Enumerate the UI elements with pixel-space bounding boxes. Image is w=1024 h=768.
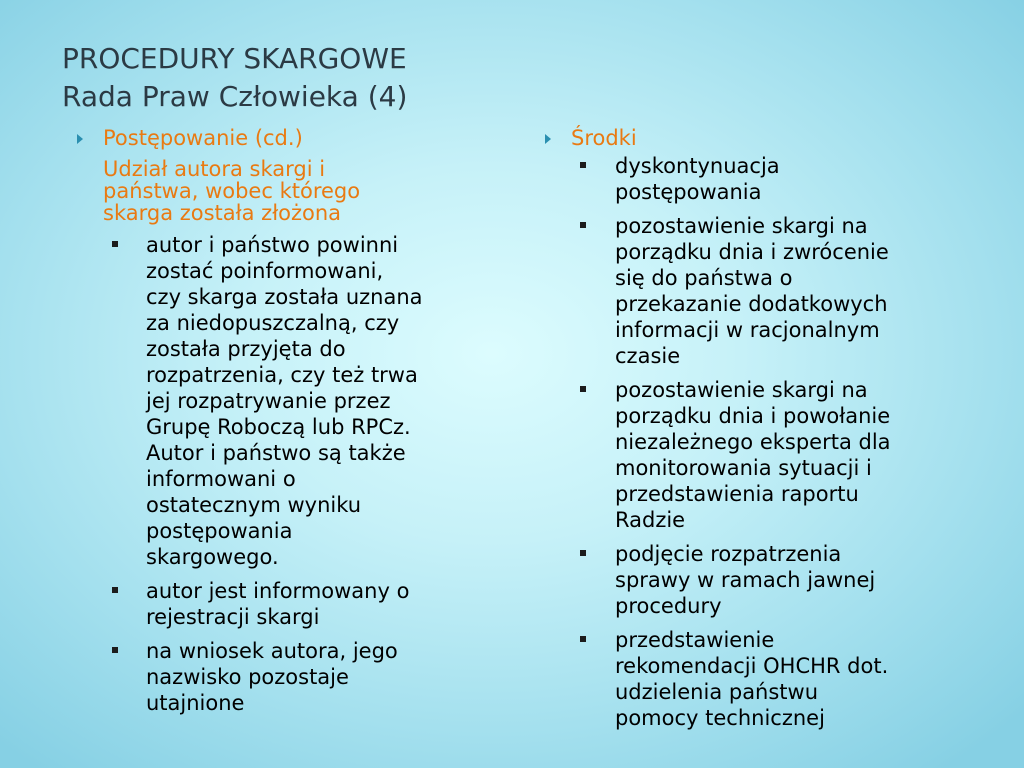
list-item-line: podjęcie rozpatrzenia: [615, 542, 842, 566]
triangle-bullet-icon: [545, 134, 551, 144]
slide-title: [62, 40, 407, 116]
list-item-line: Grupę Roboczą lub RPCz.: [146, 415, 411, 439]
list-item: [75, 638, 505, 716]
list-item-line: skargowego.: [146, 545, 279, 569]
list-item: [75, 578, 505, 630]
left-heading-label: Postępowanie (cd.): [103, 126, 303, 150]
list-item-line: czasie: [615, 344, 681, 368]
list-item-line: pozostawienie skargi na: [615, 378, 868, 402]
list-item-line: ostatecznym wyniku: [146, 493, 362, 517]
list-item-line: rozpatrzenia, czy też trwa: [146, 363, 418, 387]
list-item-line: sprawy w ramach jawnej: [615, 568, 876, 592]
list-item: [543, 213, 993, 369]
list-item-line: postępowania: [146, 519, 293, 543]
list-item: [543, 541, 993, 619]
list-item-line: jej rozpatrywanie przez: [146, 389, 391, 413]
list-item-line: postępowania: [615, 180, 762, 204]
list-item-line: procedury: [615, 594, 722, 618]
list-item-line: się do państwa o: [615, 266, 793, 290]
triangle-bullet-icon: [77, 134, 83, 144]
left-subheading-line: Udział autora skargi i: [103, 157, 326, 181]
list-item-line: Radzie: [615, 508, 686, 532]
slide-title-line-1: PROCEDURY SKARGOWE: [62, 42, 407, 75]
square-bullet-icon: [580, 162, 586, 168]
list-item-line: dyskontynuacja: [615, 154, 780, 178]
list-item-line: nazwisko pozostaje: [146, 665, 349, 689]
list-item: [543, 377, 993, 533]
list-item-line: czy skarga została uznana: [146, 285, 423, 309]
list-item-line: za niedopuszczalną, czy: [146, 311, 400, 335]
list-item-line: porządku dnia i zwrócenie: [615, 240, 889, 264]
list-item-line: Autor i państwo są także: [146, 441, 406, 465]
square-bullet-icon: [112, 587, 118, 593]
list-item-line: przedstawienia raportu: [615, 482, 859, 506]
list-item-line: autor i państwo powinni: [146, 233, 399, 257]
list-item-line: informowani o: [146, 467, 296, 491]
list-item: [543, 627, 993, 731]
square-bullet-icon: [112, 241, 118, 247]
list-item-line: informacji w racjonalnym: [615, 318, 880, 342]
list-item-line: pozostawienie skargi na: [615, 214, 868, 238]
square-bullet-icon: [580, 386, 586, 392]
right-heading-label: Środki: [571, 126, 637, 150]
left-subheading-line: skarga została złożona: [103, 201, 342, 225]
right-heading: [543, 125, 993, 151]
list-item-line: rekomendacji OHCHR dot.: [615, 654, 889, 678]
right-column: [543, 125, 993, 739]
left-column: [75, 125, 505, 724]
list-item-line: została przyjęta do: [146, 337, 346, 361]
list-item-line: monitorowania sytuacji i: [615, 456, 872, 480]
list-item-line: udzielenia państwu: [615, 680, 819, 704]
left-heading: [75, 125, 505, 151]
list-item-line: utajnione: [146, 691, 245, 715]
list-item-line: rejestracji skargi: [146, 605, 320, 629]
list-item-line: na wniosek autora, jego: [146, 639, 398, 663]
left-subheading-line: państwa, wobec którego: [103, 179, 361, 203]
square-bullet-icon: [580, 550, 586, 556]
list-item-line: niezależnego eksperta dla: [615, 430, 891, 454]
left-bullet-list: [75, 232, 505, 716]
list-item-line: zostać poinformowani,: [146, 259, 384, 283]
list-item-line: pomocy technicznej: [615, 706, 825, 730]
square-bullet-icon: [580, 636, 586, 642]
list-item-line: przedstawienie: [615, 628, 775, 652]
square-bullet-icon: [112, 647, 118, 653]
slide-title-line-2: Rada Praw Człowieka (4): [62, 80, 408, 113]
list-item-line: porządku dnia i powołanie: [615, 404, 891, 428]
list-item-line: autor jest informowany o: [146, 579, 410, 603]
list-item-line: przekazanie dodatkowych: [615, 292, 888, 316]
left-subheading: [75, 158, 505, 224]
right-bullet-list: [543, 153, 993, 731]
square-bullet-icon: [580, 222, 586, 228]
list-item: [543, 153, 993, 205]
list-item: [75, 232, 505, 570]
